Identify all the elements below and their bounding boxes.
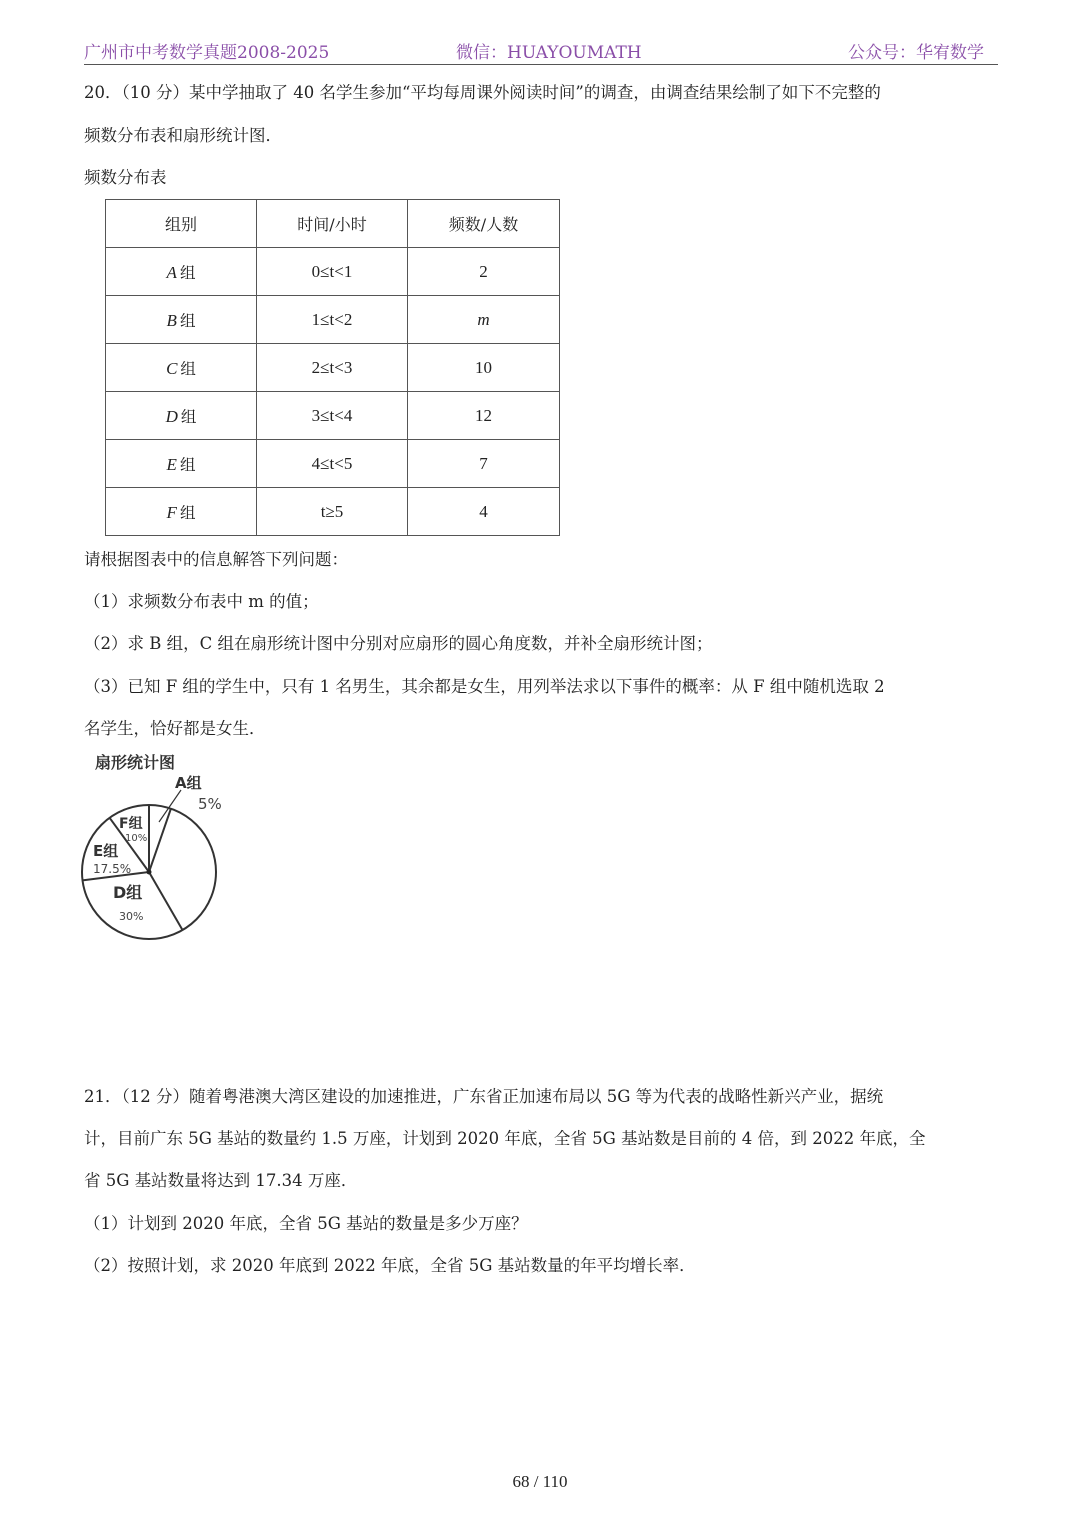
q21-line1: 21．（12 分）随着粤港澳大湾区建设的加速推进，广东省正加速布局以 5G 等为代表的战略性新兴产业，据统 [84, 1087, 884, 1106]
cell-group: B 组 [106, 296, 257, 344]
header-account: 公众号：华宥数学 [848, 43, 984, 63]
chart-title: 扇形统计图 [95, 753, 176, 772]
cell-group: D 组 [106, 392, 257, 440]
q20-sub2: （2）求 B 组，C 组在扇形统计图中分别对应扇形的圆心角度数，并补全扇形统计图； [84, 634, 713, 653]
slice-a-value: 5% [198, 795, 222, 813]
cell-time: 3≤t<4 [257, 392, 408, 440]
cell-time: t≥5 [257, 488, 408, 536]
frequency-table [105, 199, 560, 536]
header-group: 组别 [106, 200, 257, 248]
cell-count: 2 [408, 248, 560, 296]
q20-sub3-line1: （3）已知 F 组的学生中，只有 1 名男生，其余都是女生，用列举法求以下事件的概率：从 F 组中随机选取 2 [84, 677, 885, 696]
pie-chart-svg [80, 748, 240, 948]
q20-sub3-line2: 名学生，恰好都是女生． [84, 719, 266, 738]
slice-e-value: 17.5% [93, 862, 132, 876]
q21-sub2: （2）按照计划，求 2020 年底到 2022 年底，全省 5G 基站数量的年平均增长率． [84, 1256, 696, 1275]
slice-f-label: F组 [119, 816, 143, 832]
q21-sub1: （1）计划到 2020 年底，全省 5G 基站的数量是多少万座？ [84, 1214, 528, 1233]
header-count: 频数/人数 [408, 200, 560, 248]
cell-group: A 组 [106, 248, 257, 296]
slice-f-value: 10% [125, 833, 148, 844]
table-header-row [106, 200, 560, 248]
table-row [106, 392, 560, 440]
slice-d-value: 30% [119, 910, 144, 923]
cell-count: 10 [408, 344, 560, 392]
cell-time: 2≤t<3 [257, 344, 408, 392]
cell-count: m [408, 296, 560, 344]
table-row [106, 440, 560, 488]
table-row [106, 344, 560, 392]
table-row [106, 488, 560, 536]
cell-time: 4≤t<5 [257, 440, 408, 488]
slice-d-label: D组 [113, 883, 143, 902]
cell-group: E 组 [106, 440, 257, 488]
header-wechat: 微信：HUAYOUMATH [456, 43, 642, 63]
pie-divider-d-end [149, 872, 183, 930]
q20-line1: 20．（10 分）某中学抽取了 40 名学生参加“平均每周课外阅读时间”的调查，由调查结果绘制了如下不完整的 [84, 83, 881, 102]
q21-line2: 计，目前广东 5G 基站的数量约 1.5 万座，计划到 2020 年底，全省 5G 基站数是目前的 4 倍，到 2022 年底，全 [84, 1129, 926, 1148]
table-row [106, 248, 560, 296]
page-header [84, 36, 998, 65]
page-number: 68 / 110 [512, 1472, 568, 1491]
cell-count: 4 [408, 488, 560, 536]
slice-e-label: E组 [93, 842, 119, 860]
cell-count: 12 [408, 392, 560, 440]
table-title: 频数分布表 [84, 168, 167, 187]
cell-time: 0≤t<1 [257, 248, 408, 296]
header-time: 时间/小时 [257, 200, 408, 248]
q20-sub1: （1）求频数分布表中 m 的值； [84, 592, 319, 611]
pie-chart [80, 748, 240, 948]
cell-time: 1≤t<2 [257, 296, 408, 344]
q20-prompt: 请根据图表中的信息解答下列问题： [84, 550, 348, 569]
cell-group: F 组 [106, 488, 257, 536]
table-row [106, 296, 560, 344]
pie-divider-a-start [149, 809, 171, 872]
q21-line3: 省 5G 基站数量将达到 17.34 万座． [84, 1171, 358, 1190]
q20-line2: 频数分布表和扇形统计图． [84, 126, 282, 145]
pie-center [147, 870, 152, 875]
cell-group: C 组 [106, 344, 257, 392]
slice-a-label: A组 [175, 774, 202, 792]
cell-count: 7 [408, 440, 560, 488]
header-title: 广州市中考数学真题2008-2025 [84, 43, 330, 63]
